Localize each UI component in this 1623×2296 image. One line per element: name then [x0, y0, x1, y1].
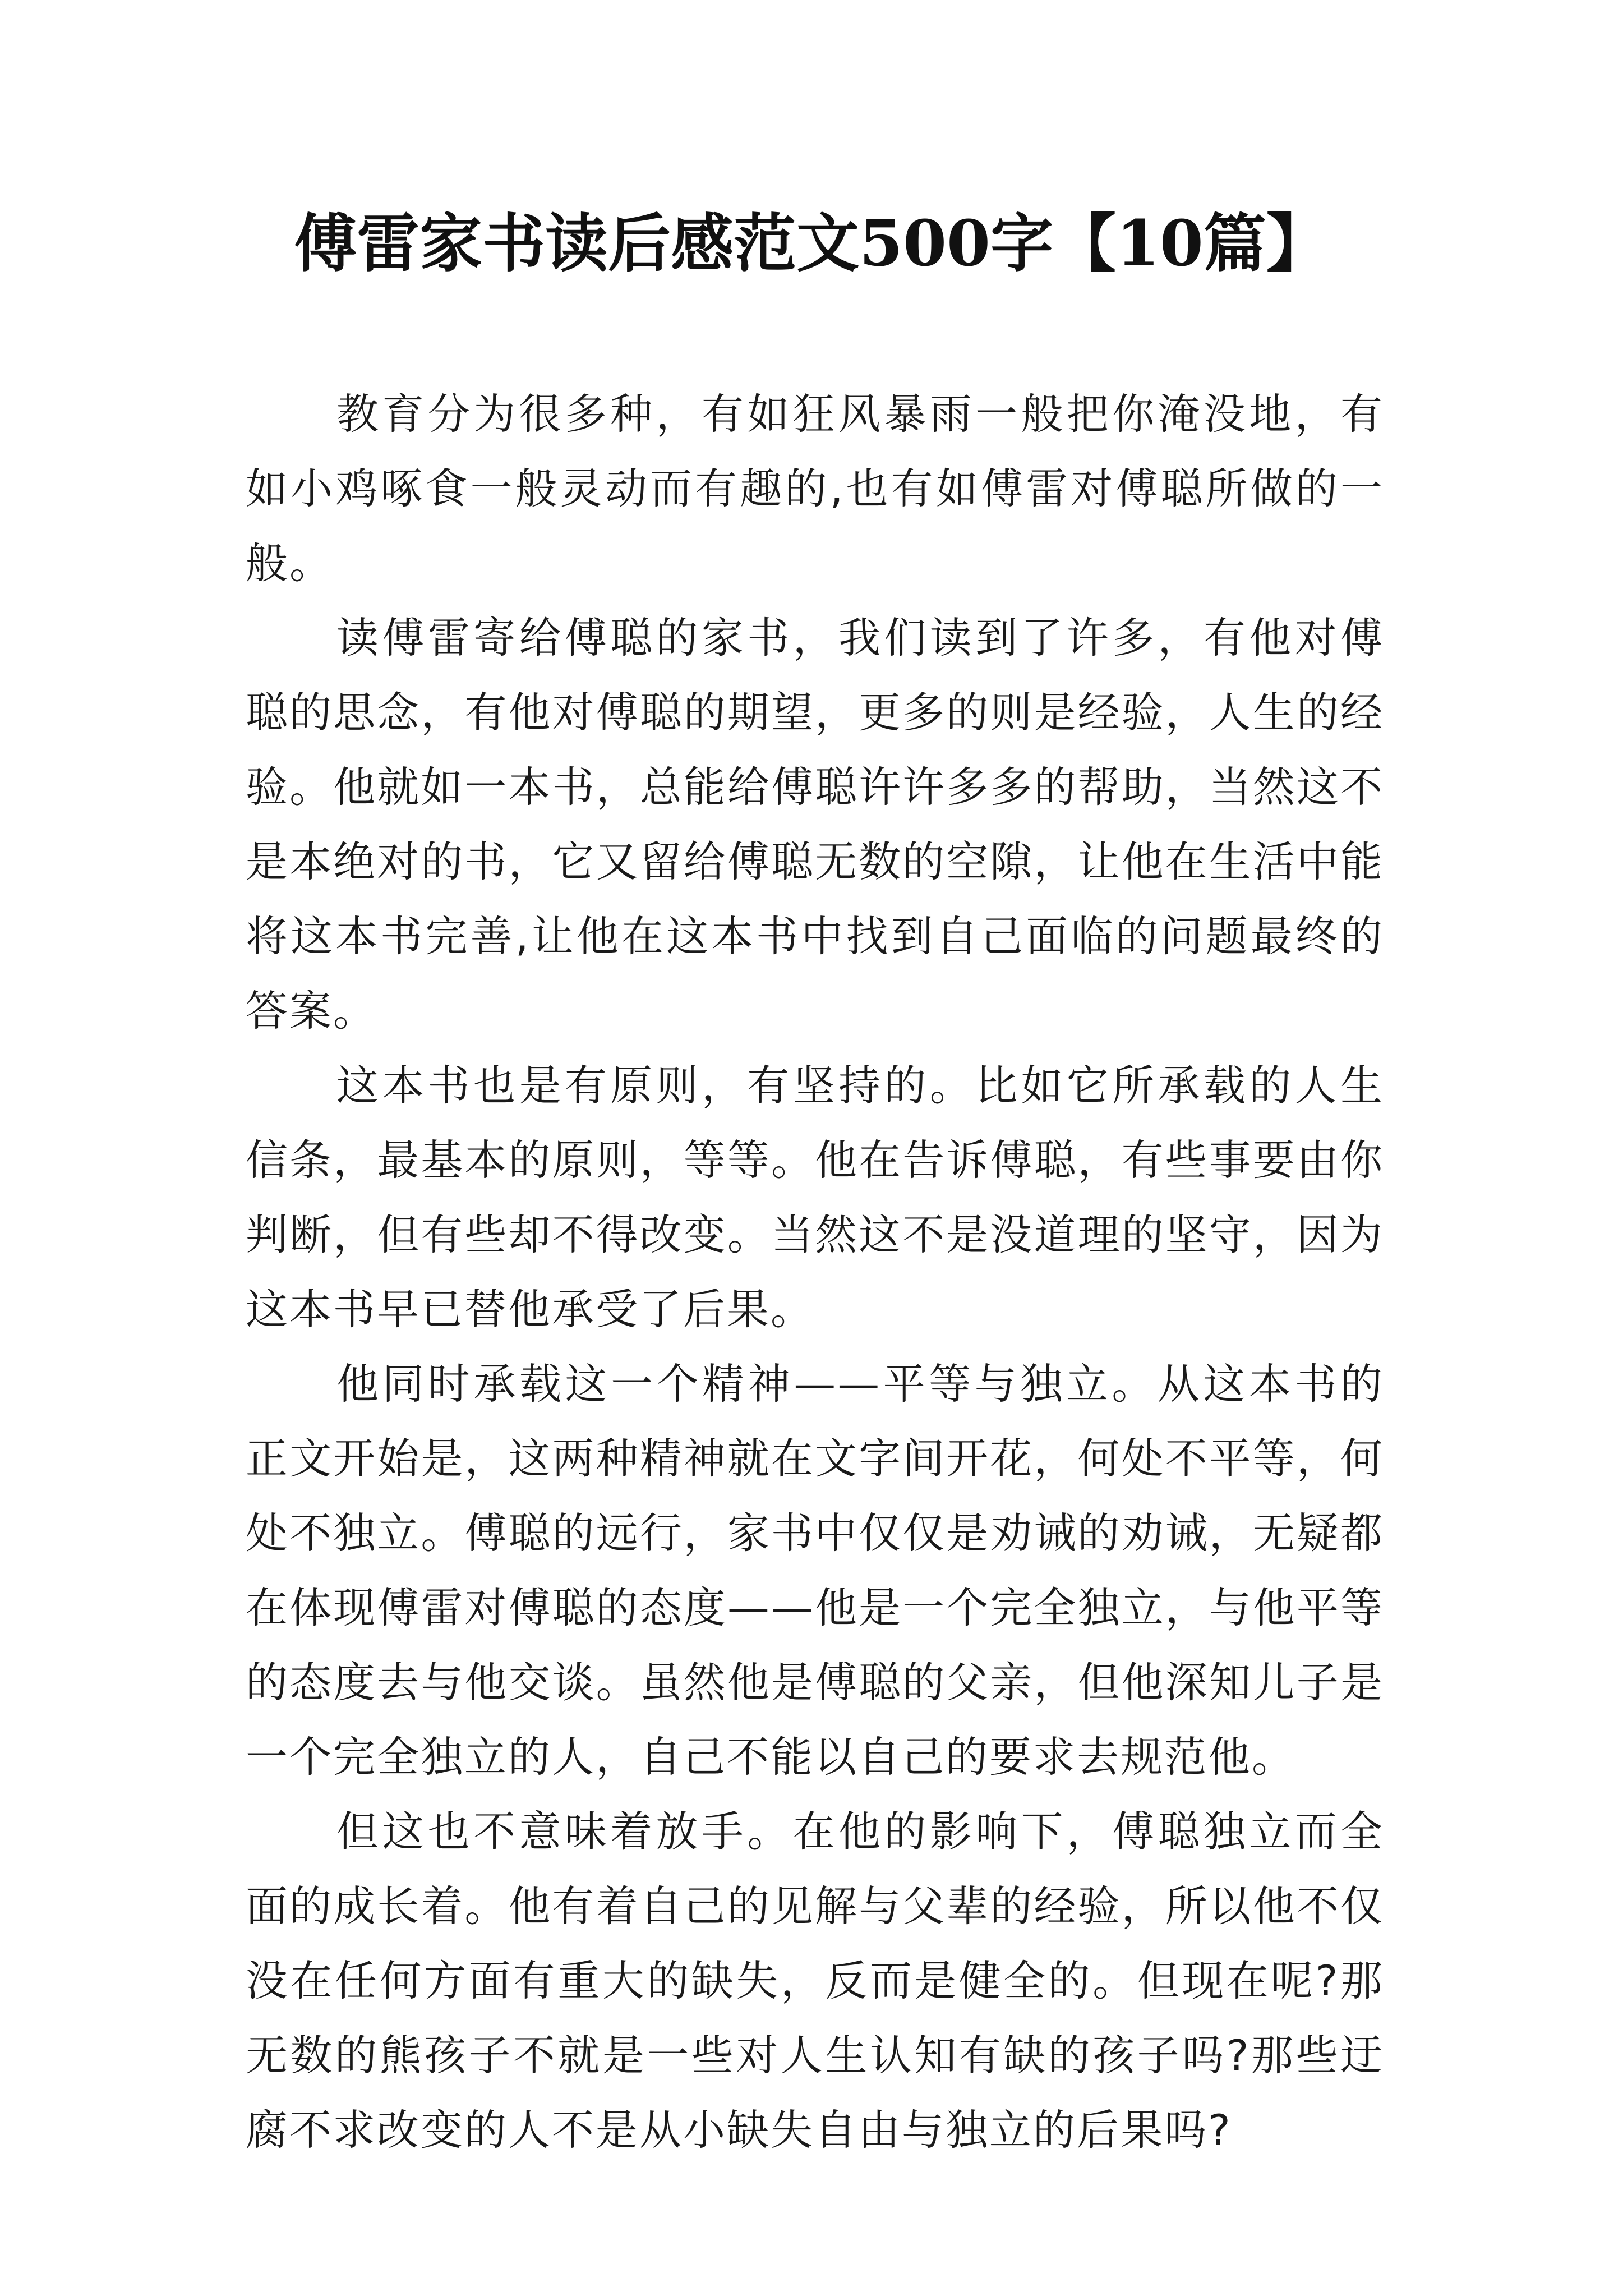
paragraph-2: 读傅雷寄给傅聪的家书，我们读到了许多，有他对傅聪的思念，有他对傅聪的期望，更多的则是经验，人生的经验。他就如一本书，总能给傅聪许许多多的帮助，当然这不是本绝对的书，它又留给傅聪无数的空隙，让他在生活中能将这本书完善,让他在这本书中找到自己面临的问题最终的答案。 [246, 613, 1384, 1036]
paragraph-5: 但这也不意味着放手。在他的影响下，傅聪独立而全面的成长着。他有着自己的见解与父辈的经验，所以他不仅没在任何方面有重大的缺失，反而是健全的。但现在呢?那无数的熊孩子不就是一些对人生认知有缺的孩子吗?那些迂腐不求改变的人不是从小缺失自由与独立的后果吗? [246, 1807, 1384, 2155]
document-body [246, 377, 1384, 2168]
document-title: 傅雷家书读后感范文500字【10篇】 [294, 207, 1329, 280]
paragraph-4: 他同时承载这一个精神——平等与独立。从这本书的正文开始是，这两种精神就在文字间开花，何处不平等，何处不独立。傅聪的远行，家书中仅仅是劝诫的劝诫，无疑都在体现傅雷对傅聪的态度——他是一个完全独立，与他平等的态度去与他交谈。虽然他是傅聪的父亲，但他深知儿子是一个完全独立的人，自己不能以自己的要求去规范他。 [246, 1359, 1384, 1782]
paragraph-1: 教育分为很多种，有如狂风暴雨一般把你淹没地，有如小鸡啄食一般灵动而有趣的,也有如傅雷对傅聪所做的一般。 [246, 389, 1384, 588]
paragraph-3: 这本书也是有原则，有坚持的。比如它所承载的人生信条，最基本的原则，等等。他在告诉傅聪，有些事要由你判断，但有些却不得改变。当然这不是没道理的坚守，因为这本书早已替他承受了后果。 [246, 1061, 1384, 1334]
